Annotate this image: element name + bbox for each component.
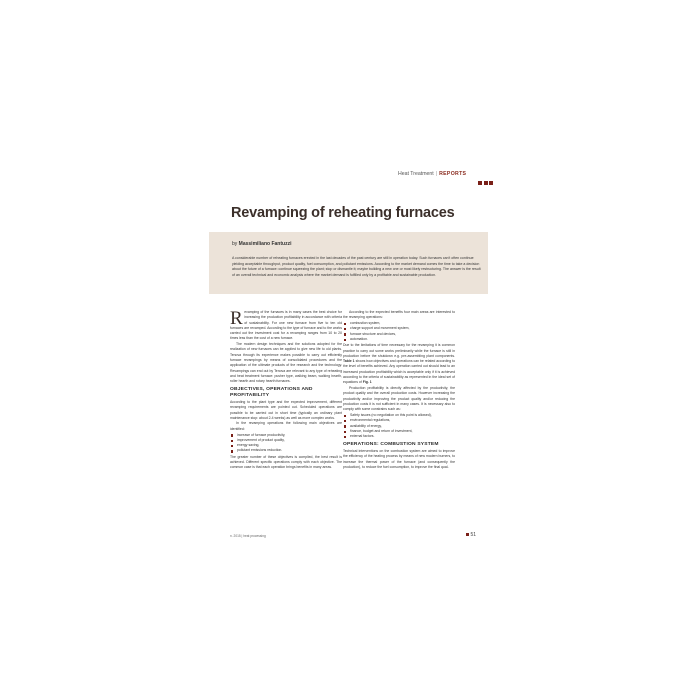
body-paragraph: The modern design techniques and the solutions adopted for the realization of new furnaces can be applied to give new life to old plants. Tenova through its experience makes possible to carry out efficiently furnace revampings by means of consolidated procedures and the application of the ultimate products of the research and the technology. Revampings can end out by Tenova are relevant to any type of reheating and heat treatment furnace: pusher type, walking beam, walking hearth, roller hearth and rotary hearth furnaces. [230, 342, 342, 384]
body-paragraph: In the revamping operations the following main objectives are identified: [230, 421, 342, 431]
objectives-list [230, 433, 342, 454]
areas-list [343, 321, 455, 342]
intro-text: evamping of the furnaces is in many cases the best choice for increasing the production profitability in accordance with criteria of sustainability. For one new furnace from five to ten old furnaces are revamped. According to the type of furnace and to the works carried out the investment cost for a revamping ranges from 10 to 20 times less than the cost of a new furnace. [230, 310, 342, 341]
page-square-decoration [466, 533, 469, 536]
byline [232, 241, 291, 247]
list-item: availability of energy, [343, 424, 455, 429]
table-reference: Table 1 [343, 359, 355, 364]
list-item: environmental regulations, [343, 418, 455, 423]
left-column [230, 307, 342, 471]
intro-paragraph [230, 307, 342, 342]
list-item: pollutant emissions reduction. [230, 448, 342, 453]
text-run: Due to the limitations of time necessary for the revamping it is common practice to carry out some works preliminarily while the furnace is still in production before the shutdown e.g. pre-assembling plant components. [343, 343, 455, 358]
article-title: Revamping of reheating furnaces [231, 205, 455, 221]
page-number-text: 51 [470, 532, 477, 538]
right-column [343, 310, 455, 470]
body-paragraph: The greater number of these objectives is complied, the best result is achieved. Different specific operations comply with each objective. The common case is that each operation brings benefits in many areas. [230, 454, 342, 470]
constraints-list [343, 413, 455, 439]
header-squares-decoration [478, 172, 495, 190]
list-item: increase of furnace productivity, [230, 433, 342, 438]
list-item: automation. [343, 337, 455, 342]
body-paragraph: Production profitability is directly affected by the productivity, the product quality and the overall production costs. However increasing the productivity and/or improving the product quality and/or reducing the production costs it is not sufficient in many cases. It is necessary also to comply with some constrains such as: [343, 385, 455, 412]
footer-publication: n. 2015 | heat processing [230, 534, 266, 538]
drop-cap: R [230, 307, 243, 329]
body-paragraph: Technical interventions on the combustion system are aimed to improve the efficiency of the heating process by means of new modern burners, to increase the thermal power of the furnace (and consequently the production), to reduce the fuel consumption, to improve the final qual- [343, 448, 455, 469]
body-paragraph: According to the plant type and the expected improvement, different revamping requirements are pointed out. Scheduled operations are possible to be carried out in short time (typically an ordinary plant maintenance stop: about 2-4 weeks) as well as more complex works. [230, 399, 342, 420]
list-item: Safety issues (no negotiation on this point is allowed), [343, 413, 455, 418]
category-label: REPORTS [439, 171, 467, 177]
section-heading-combustion: OPERATIONS: COMBUSTION SYSTEM [343, 442, 439, 448]
list-item: furnace structure and devices, [343, 332, 455, 337]
list-item: external factors. [343, 434, 455, 439]
abstract-text: A considerable number of reheating furnaces erected in the last decades of the past century are still in operation today. Such furnaces can't often continue yielding acceptable throughput, product quality, fuel consumption, and pollutant emissions. According to the market demand comes the time to take a decision about the future of a furnace: continue squeezing the plant; stop or dismantle it; maybe building a new one or most likely restructuring. The answer is the result of an overall technical and economic analysis where the market demand is fulfilled only by a profitable and sustainable production. [232, 256, 481, 277]
list-item: charge support and movement system, [343, 326, 455, 331]
list-item: combustion system, [343, 321, 455, 326]
author-name: Massimiliano Fantuzzi [238, 241, 292, 247]
text-run: shows how objectives and operations can be related according to the level of benefits achieved. Any operation carried out should lead to an increased production profitability which is acceptable only if it is achieved according to the criteria of sustainability as represented in the ideal set of equations of [343, 359, 455, 385]
section-heading-objectives: OBJECTIVES, OPERATIONS AND PROFITABILITY [230, 387, 313, 399]
list-item: energy saving, [230, 443, 342, 448]
list-item: improvement of product quality, [230, 438, 342, 443]
section-label: Heat Treatment [398, 171, 434, 177]
body-paragraph: According to the expected benefits four main areas are interested to the revamping operations: [343, 310, 455, 320]
byline-prefix: by [232, 241, 238, 247]
list-item: finance, budget and return of investment, [343, 429, 455, 434]
header-separator: | [435, 171, 438, 177]
figure-reference: Fig. 1 [362, 380, 372, 385]
body-paragraph [343, 343, 455, 385]
running-header [398, 171, 466, 177]
page-number [466, 532, 476, 538]
